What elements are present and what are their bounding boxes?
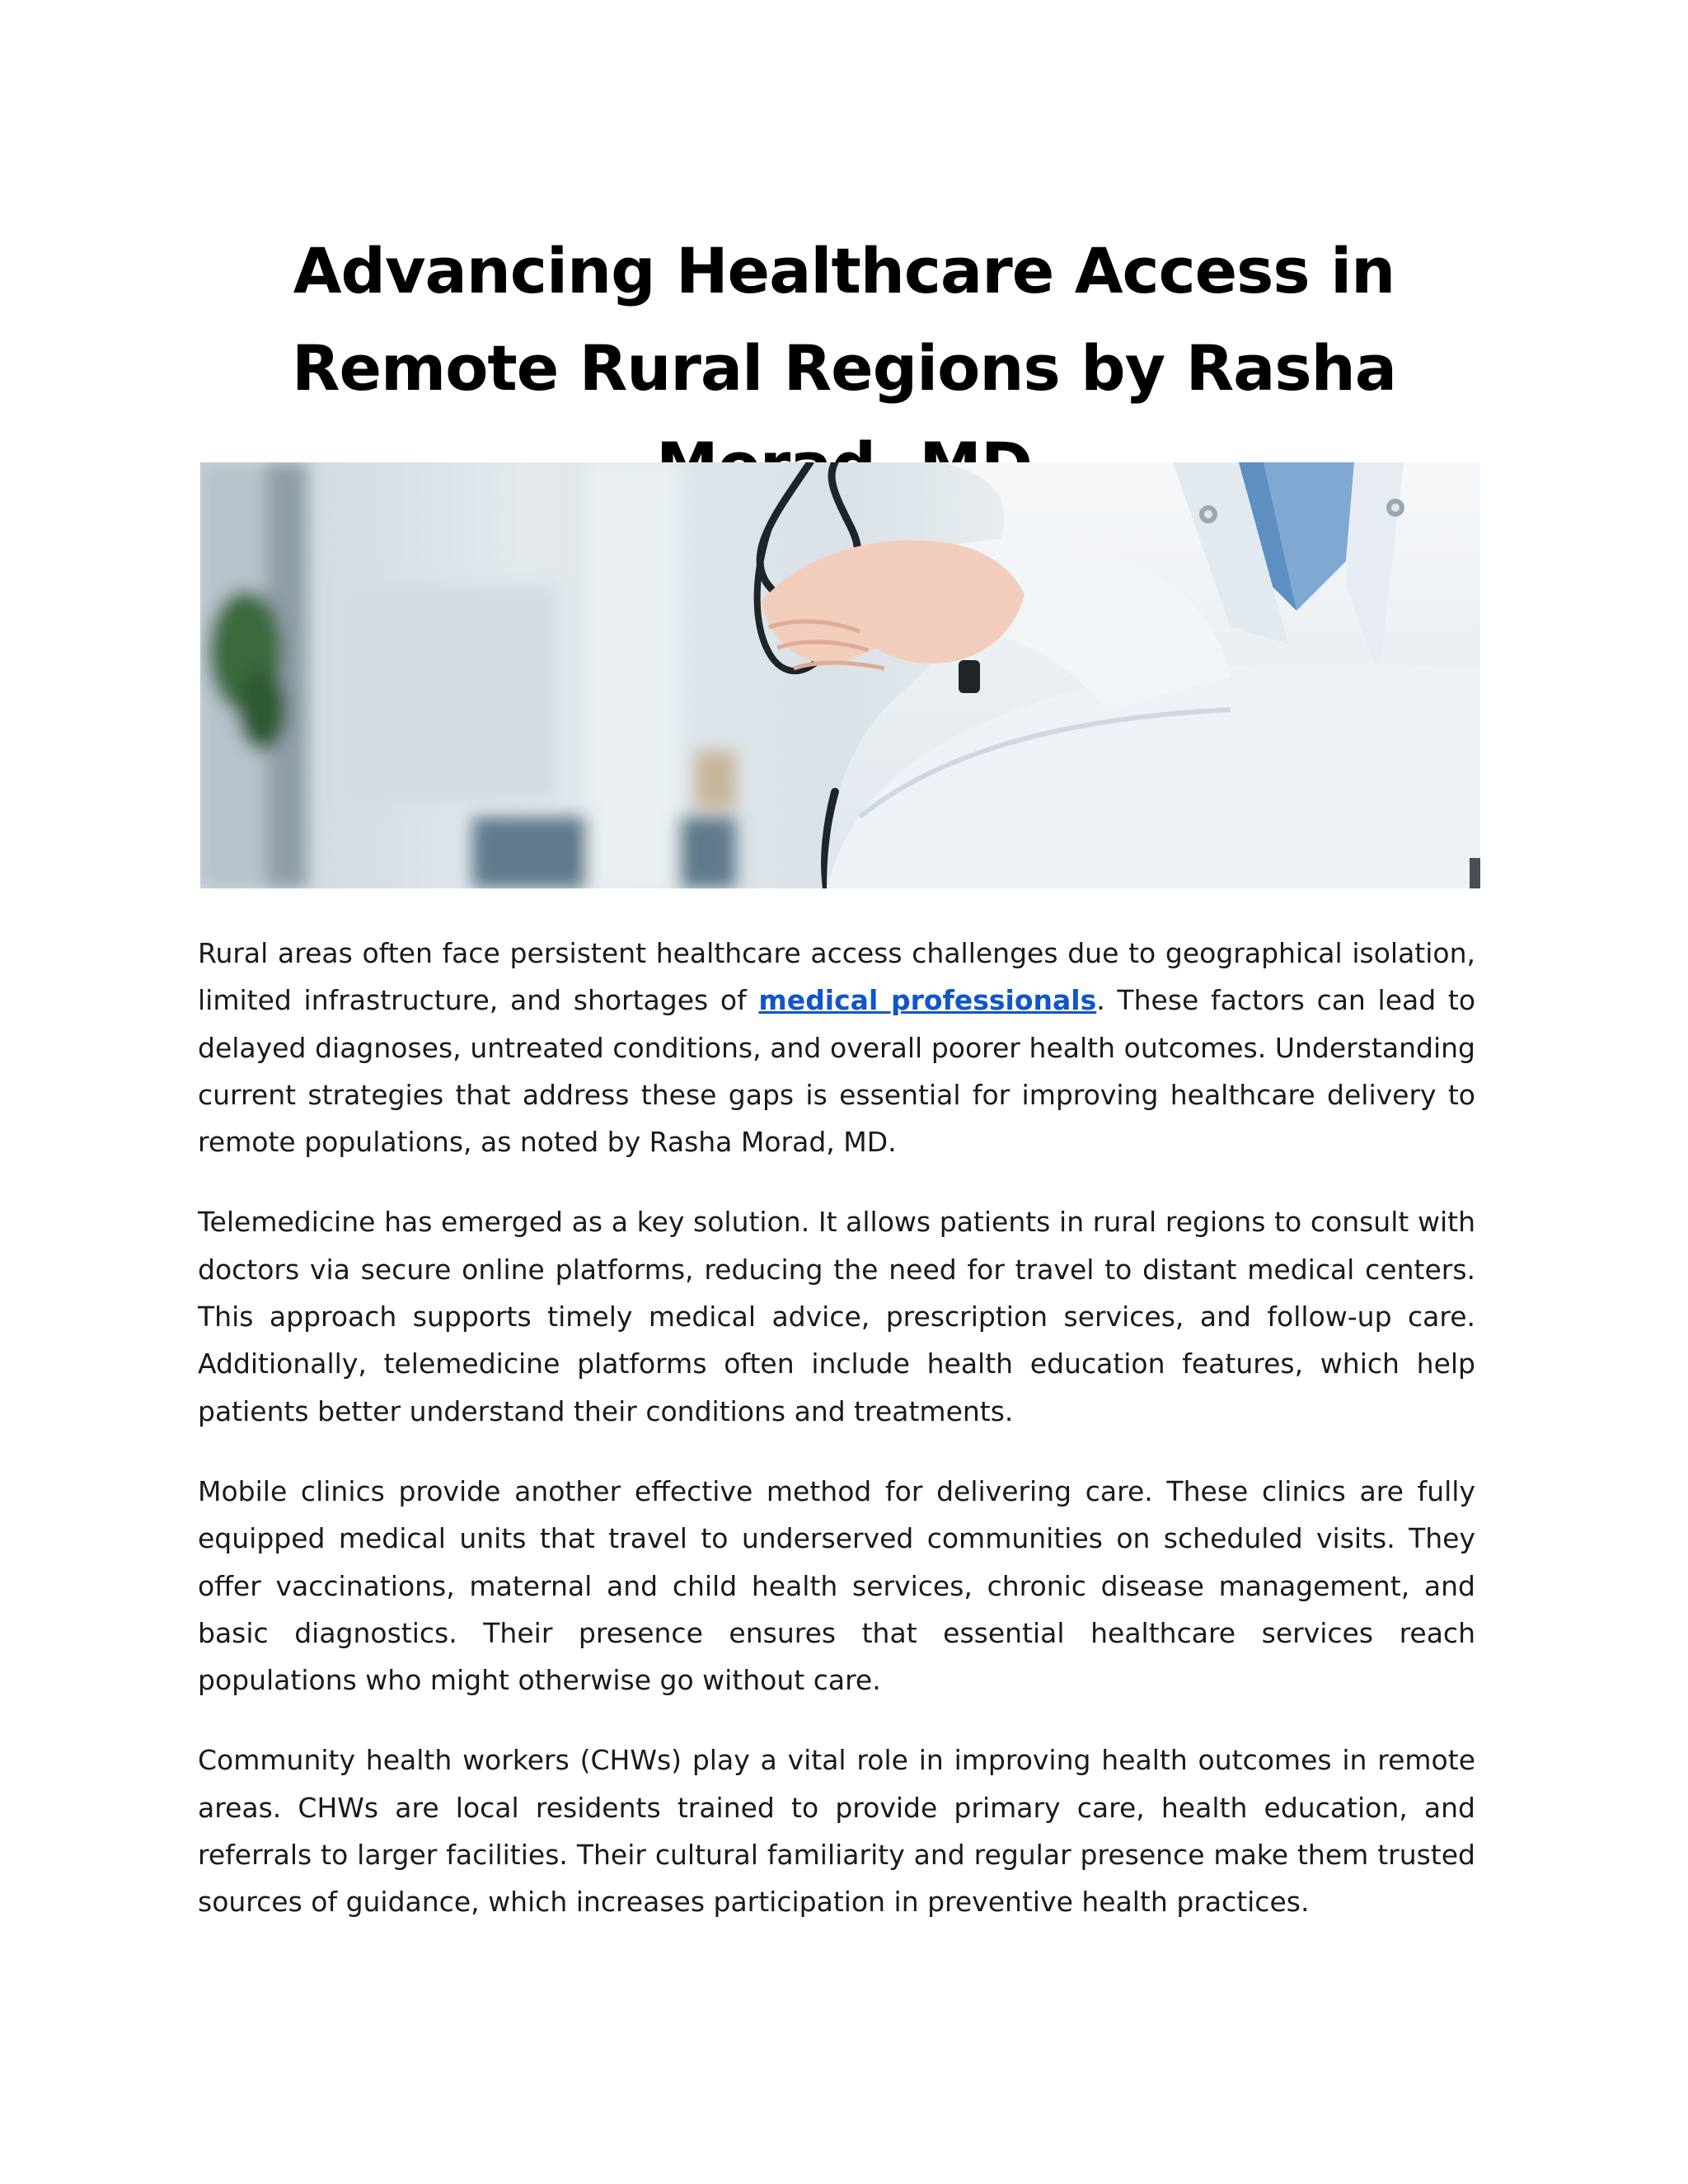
paragraph-intro-text-end: . These factors can lead to delayed diagnoses, untreated conditions, and overall poorer health outcomes. Understanding current strategies that address these gaps is essential for improving healthcare delivery to remote populations, as noted by Rasha Morad, MD. [198, 984, 1476, 1159]
paragraph-telemedicine: Telemedicine has emerged as a key solution. It allows patients in rural regions to consult with doctors via secure online platforms, reducing the need for travel to distant medical centers. This approach supports timely medical advice, prescription services, and follow-up care. Additionally, telemedicine platforms often include health education features, which help patients better understand their conditions and treatments. [198, 1206, 1475, 1427]
page-title: Advancing Healthcare Access in Remote Rural Regions by Rasha [291, 234, 1397, 405]
article-body [198, 930, 1475, 1959]
paragraph-mobile-clinics: Mobile clinics provide another effective method for delivering care. These clinics are fully equipped medical units that travel to underserved communities on scheduled visits. They offer vaccinations, maternal and child health services, chronic disease management, and basic diagnostics. Their presence ensures that essential healthcare services reach populations who might otherwise go without care. [198, 1474, 1475, 1697]
medical-professionals-link[interactable]: medical professionals [758, 984, 1097, 1017]
paragraph-intro-text-start: Rural areas often face persistent healthcare access challenges due to geographical isolation, limited infrastructure, and shortages of [198, 937, 1475, 1017]
hero-image [200, 462, 1480, 888]
paragraph-community-health-workers: Community health workers (CHWs) play a vital role in improving health outcomes in remote areas. CHWs are local residents trained to provide primary care, health education, and referrals to larger facilities. Their cultural familiarity and regular presence make them trusted sources of guidance, which increases participation in preventive health practices. [198, 1744, 1475, 1919]
paragraph-intro [198, 930, 1475, 1165]
